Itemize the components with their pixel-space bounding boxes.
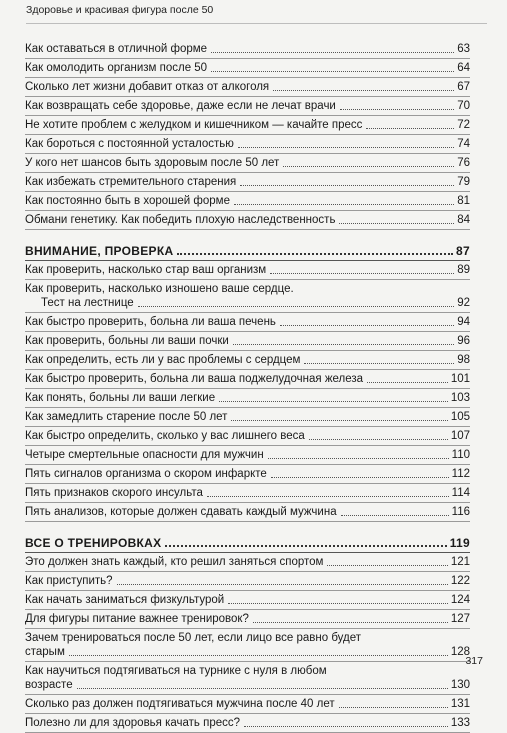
toc-entry-page: 79 bbox=[457, 176, 470, 188]
toc-entry bbox=[25, 446, 470, 465]
toc-entry bbox=[25, 610, 470, 629]
dot-leader bbox=[234, 204, 454, 205]
toc-entry-title: Как научиться подтягиваться на турнике с нуля в любом bbox=[25, 665, 327, 677]
toc-entry-line bbox=[25, 296, 470, 310]
toc-entry-title: Сколько лет жизни добавит отказ от алкоголя bbox=[25, 81, 270, 93]
toc-entry-title: Как быстро проверить, больна ли ваша поджелудочная железа bbox=[25, 373, 364, 385]
toc-entry-page: 94 bbox=[457, 316, 470, 328]
toc-entry bbox=[25, 427, 470, 446]
toc-entry-page: 101 bbox=[450, 373, 470, 385]
toc-entry-title: Как проверить, насколько стар ваш организм bbox=[25, 264, 267, 276]
toc-entry-line bbox=[25, 612, 470, 626]
dot-leader bbox=[165, 545, 446, 547]
section-gap bbox=[25, 522, 470, 534]
toc-entry-page: 92 bbox=[457, 297, 470, 309]
toc-entry-line bbox=[25, 61, 470, 75]
dot-leader bbox=[273, 90, 454, 91]
dot-leader bbox=[340, 109, 454, 110]
toc-entry-title: Как омолодить организм после 50 bbox=[25, 62, 208, 74]
toc-entry-line bbox=[25, 716, 470, 730]
toc-entry-title: Как оставаться в отличной форме bbox=[25, 43, 208, 55]
dot-leader bbox=[211, 52, 454, 53]
dot-leader bbox=[366, 128, 454, 129]
toc-entry-title: Как избежать стремительного старения bbox=[25, 176, 237, 188]
dot-leader bbox=[233, 344, 454, 345]
dot-leader bbox=[138, 306, 455, 307]
dot-leader bbox=[339, 707, 448, 708]
toc-entry-continuation: Тест на лестнице bbox=[41, 297, 134, 309]
dot-leader bbox=[238, 147, 454, 148]
toc-entry-line bbox=[25, 555, 470, 569]
toc-entry-page: 74 bbox=[457, 138, 470, 150]
toc-entry-title: Полезно ли для здоровья качать пресс? bbox=[25, 717, 241, 729]
toc-entry-page: 133 bbox=[450, 717, 470, 729]
toc-entry-title: Как быстро проверить, больна ли ваша печень bbox=[25, 316, 276, 328]
dot-leader bbox=[244, 726, 448, 727]
toc-entry bbox=[25, 97, 470, 116]
dot-leader bbox=[270, 273, 454, 274]
toc-entry-title: Четыре смертельные опасности для мужчин bbox=[25, 449, 264, 461]
toc-entry-title: Пять признаков скорого инсульта bbox=[25, 487, 203, 499]
toc-entry bbox=[25, 154, 470, 173]
toc-entry-page: 72 bbox=[457, 119, 470, 131]
toc-entry-title: Это должен знать каждый, кто решил заняться спортом bbox=[25, 556, 324, 568]
toc-entry bbox=[25, 78, 470, 97]
toc-entry bbox=[25, 116, 470, 135]
dot-leader bbox=[309, 439, 448, 440]
toc-entry-continuation: старым bbox=[25, 646, 65, 658]
toc-entry bbox=[25, 465, 470, 484]
toc-entry-title: Обмани генетику. Как победить плохую наследственность bbox=[25, 214, 336, 226]
toc-entry-title: Как начать заниматься физкультурой bbox=[25, 594, 225, 606]
toc-entry-page: 67 bbox=[457, 81, 470, 93]
toc-entry-page: 81 bbox=[457, 195, 470, 207]
toc-entry-title: Как замедлить старение после 50 лет bbox=[25, 411, 228, 423]
dot-leader bbox=[268, 458, 449, 459]
toc-entry-page: 112 bbox=[451, 468, 470, 480]
section-gap bbox=[25, 230, 470, 242]
toc-entry-line bbox=[25, 137, 470, 151]
toc-entry bbox=[25, 40, 470, 59]
running-title: Здоровье и красивая фигура после 50 bbox=[26, 4, 214, 16]
toc-entry bbox=[25, 351, 470, 370]
dot-leader bbox=[211, 71, 454, 72]
toc-entry-page: 70 bbox=[457, 100, 470, 112]
dot-leader bbox=[177, 253, 453, 255]
toc-entry-line bbox=[25, 118, 470, 132]
toc-entry-line bbox=[25, 99, 470, 113]
toc-entry-line bbox=[25, 391, 470, 405]
section-title: ВНИМАНИЕ, ПРОВЕРКА bbox=[25, 244, 174, 258]
section-page: 119 bbox=[449, 536, 470, 550]
toc-entry-line bbox=[25, 697, 470, 711]
toc-entry-line bbox=[25, 410, 470, 424]
toc-entry bbox=[25, 59, 470, 78]
toc-entry bbox=[25, 408, 470, 427]
toc-entry-title: Не хотите проблем с желудком и кишечником — качайте пресс bbox=[25, 119, 363, 131]
toc-entry-title: Как бороться с постоянной усталостью bbox=[25, 138, 234, 150]
section-title: ВСЕ О ТРЕНИРОВКАХ bbox=[25, 536, 162, 550]
toc-entry-line bbox=[25, 467, 470, 481]
section-page: 87 bbox=[456, 244, 470, 258]
toc-entry-line bbox=[25, 505, 470, 519]
toc-entry bbox=[25, 695, 470, 714]
dot-leader bbox=[341, 515, 449, 516]
dot-leader bbox=[271, 477, 449, 478]
toc-entry-line bbox=[25, 448, 470, 462]
toc-entry-title: Пять анализов, которые должен сдавать каждый мужчина bbox=[25, 506, 337, 518]
table-of-contents bbox=[25, 40, 470, 733]
toc-entry bbox=[25, 553, 470, 572]
toc-entry-page: 107 bbox=[450, 430, 470, 442]
toc-entry-line bbox=[25, 194, 470, 208]
toc-entry bbox=[25, 629, 470, 662]
toc-entry-title: Как проверить, больны ли ваши почки bbox=[25, 335, 229, 347]
toc-entry-page: 96 bbox=[457, 335, 470, 347]
toc-entry-line bbox=[25, 42, 470, 56]
toc-entry bbox=[25, 173, 470, 192]
toc-entry bbox=[25, 503, 470, 522]
toc-entry-page: 105 bbox=[450, 411, 470, 423]
toc-entry bbox=[25, 484, 470, 503]
toc-entry-line bbox=[25, 263, 470, 277]
toc-entry-line bbox=[25, 80, 470, 94]
toc-entry-title: Для фигуры питание важнее тренировок? bbox=[25, 613, 249, 625]
toc-entry-title: Как постоянно быть в хорошей форме bbox=[25, 195, 230, 207]
toc-entry-page: 63 bbox=[457, 43, 470, 55]
toc-entry-page: 122 bbox=[450, 575, 470, 587]
dot-leader bbox=[77, 688, 448, 689]
toc-entry-page: 116 bbox=[451, 506, 470, 518]
toc-entry-title: Зачем тренироваться после 50 лет, если лицо все равно будет bbox=[25, 632, 362, 644]
dot-leader bbox=[219, 401, 448, 402]
toc-entry-page: 114 bbox=[451, 487, 470, 499]
toc-entry bbox=[25, 192, 470, 211]
toc-entry bbox=[25, 389, 470, 408]
toc-entry-page: 128 bbox=[450, 646, 470, 658]
dot-leader bbox=[117, 584, 448, 585]
toc-entry-title: У кого нет шансов быть здоровым после 50 лет bbox=[25, 157, 280, 169]
toc-entry-page: 76 bbox=[457, 157, 470, 169]
toc-entry-page: 110 bbox=[451, 449, 470, 461]
toc-entry-title: Сколько раз должен подтягиваться мужчина после 40 лет bbox=[25, 698, 335, 710]
toc-entry bbox=[25, 135, 470, 154]
toc-entry-page: 131 bbox=[450, 698, 470, 710]
section-heading bbox=[25, 242, 470, 261]
dot-leader bbox=[304, 363, 454, 364]
toc-entry bbox=[25, 332, 470, 351]
section-heading bbox=[25, 534, 470, 553]
dot-leader bbox=[69, 655, 448, 656]
toc-entry-title: Как определить, есть ли у вас проблемы с сердцем bbox=[25, 354, 301, 366]
toc-entry-title: Как проверить, насколько изношено ваше сердце. bbox=[25, 283, 294, 295]
toc-entry-page: 127 bbox=[450, 613, 470, 625]
toc-entry-page: 124 bbox=[450, 594, 470, 606]
dot-leader bbox=[207, 496, 449, 497]
toc-entry-line bbox=[25, 645, 470, 659]
running-header bbox=[26, 4, 487, 24]
dot-leader bbox=[339, 223, 454, 224]
toc-entry bbox=[25, 261, 470, 280]
toc-entry bbox=[25, 313, 470, 332]
toc-entry-line bbox=[25, 486, 470, 500]
toc-entry-line bbox=[25, 213, 470, 227]
toc-entry-line bbox=[25, 372, 470, 386]
page-number: 317 bbox=[465, 655, 483, 667]
toc-entry-page: 98 bbox=[457, 354, 470, 366]
toc-entry-line bbox=[25, 429, 470, 443]
toc-entry-page: 89 bbox=[457, 264, 470, 276]
toc-entry-continuation: возрасте bbox=[25, 679, 73, 691]
toc-entry bbox=[25, 280, 470, 313]
toc-entry bbox=[25, 370, 470, 389]
toc-entry bbox=[25, 662, 470, 695]
toc-entry-line bbox=[25, 593, 470, 607]
toc-entry-line bbox=[25, 574, 470, 588]
toc-entry-title: Как понять, больны ли ваши легкие bbox=[25, 392, 216, 404]
dot-leader bbox=[240, 185, 454, 186]
toc-entry-line bbox=[25, 678, 470, 692]
dot-leader bbox=[228, 603, 448, 604]
toc-entry-title: Как возвращать себе здоровье, даже если не лечат врачи bbox=[25, 100, 336, 112]
dot-leader bbox=[253, 622, 448, 623]
toc-entry-page: 121 bbox=[450, 556, 470, 568]
toc-entry-page: 103 bbox=[450, 392, 470, 404]
toc-entry-page: 84 bbox=[457, 214, 470, 226]
toc-entry-line bbox=[25, 156, 470, 170]
toc-entry-line bbox=[25, 334, 470, 348]
toc-entry bbox=[25, 714, 470, 733]
toc-entry-line bbox=[25, 175, 470, 189]
toc-entry bbox=[25, 591, 470, 610]
toc-entry-line bbox=[25, 315, 470, 329]
dot-leader bbox=[327, 565, 447, 566]
toc-entry-title: Как быстро определить, сколько у вас лишнего веса bbox=[25, 430, 305, 442]
toc-entry-title: Как приступить? bbox=[25, 575, 113, 587]
dot-leader bbox=[283, 166, 454, 167]
toc-entry-page: 64 bbox=[457, 62, 470, 74]
toc-entry bbox=[25, 572, 470, 591]
dot-leader bbox=[280, 325, 454, 326]
toc-entry-page: 130 bbox=[450, 679, 470, 691]
toc-entry bbox=[25, 211, 470, 230]
dot-leader bbox=[231, 420, 447, 421]
toc-entry-line bbox=[25, 353, 470, 367]
toc-entry-title: Пять сигналов организма о скором инфаркте bbox=[25, 468, 267, 480]
dot-leader bbox=[367, 382, 448, 383]
